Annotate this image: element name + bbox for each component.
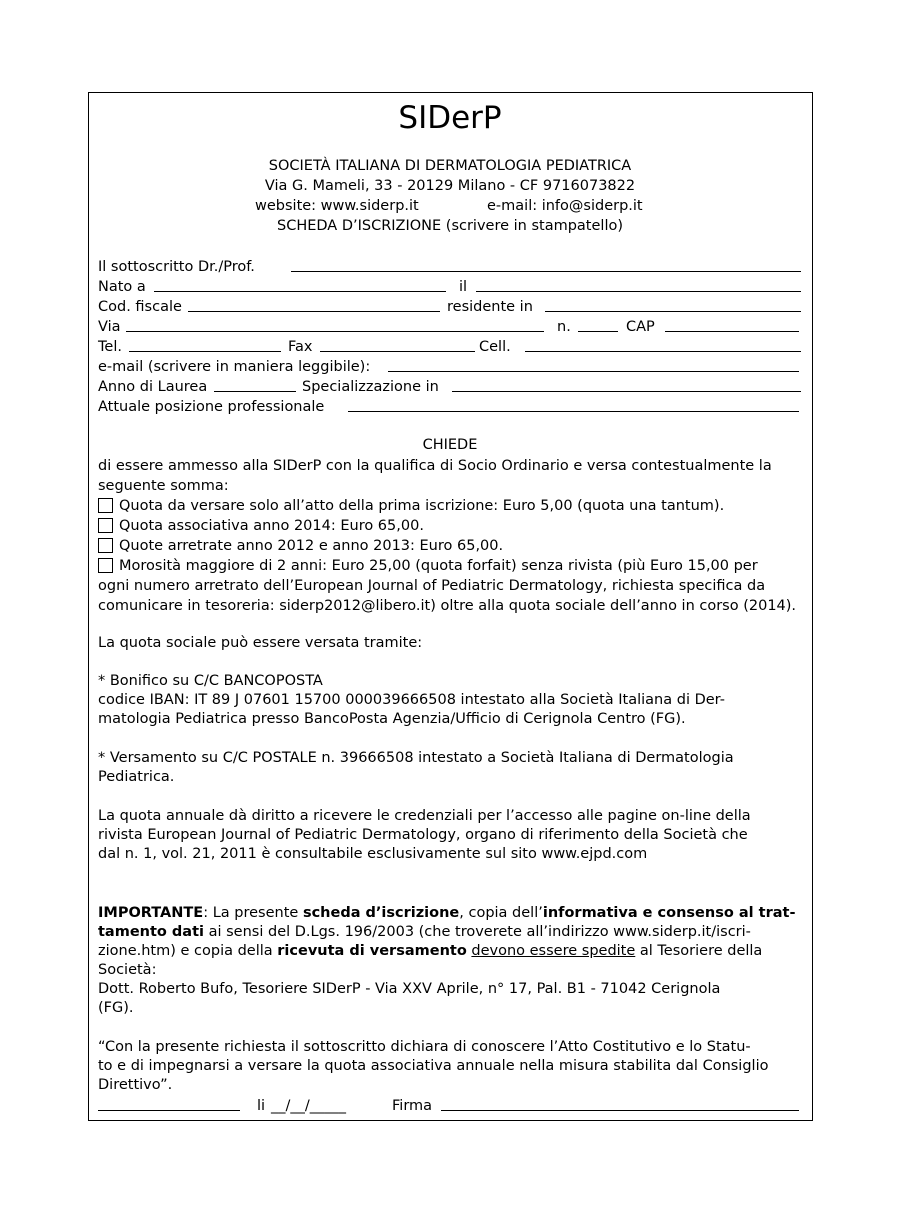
org-title: SIDerP: [398, 100, 502, 136]
important-line-5: Dott. Roberto Bufo, Tesoriere SIDerP - Via XXV Aprile, n° 17, Pal. B1 - 71042 Cerignola: [98, 981, 721, 997]
field-tel[interactable]: [129, 351, 281, 352]
annual-line-1: La quota annuale dà diritto a ricevere le credenziali per l’accesso alle pagine on-line della: [98, 808, 751, 824]
email-text: e-mail: info@siderp.it: [487, 198, 643, 214]
option-morosita-line-2: ogni numero arretrato dell’European Journal of Pediatric Dermatology, richiesta specifica da: [98, 578, 766, 594]
important-line-1: IMPORTANTE: La presente scheda d’iscrizione, copia dell’informativa e consenso al trat-: [98, 905, 796, 921]
field-anno-laurea[interactable]: [214, 391, 296, 392]
field-posizione[interactable]: [348, 411, 799, 412]
field-cod-fiscale[interactable]: [188, 311, 440, 312]
bonifico-title: * Bonifico su C/C BANCOPOSTA: [98, 673, 323, 689]
annual-line-2: rivista European Journal of Pediatric Dermatology, organo di riferimento della Società che: [98, 827, 748, 843]
field-via[interactable]: [126, 331, 544, 332]
option-morosita[interactable]: Morosità maggiore di 2 anni: Euro 25,00 (quota forfait) senza rivista (più Euro 15,00 per: [98, 556, 758, 576]
option-arrears[interactable]: Quote arretrate anno 2012 e anno 2013: Euro 65,00.: [98, 536, 503, 556]
label-firma: Firma: [392, 1098, 433, 1114]
checkbox[interactable]: [98, 518, 113, 533]
label-residente: residente in: [447, 299, 533, 315]
field-sottoscritto[interactable]: [291, 271, 801, 272]
field-fax[interactable]: [320, 351, 475, 352]
annual-line-3: dal n. 1, vol. 21, 2011 è consultabile esclusivamente sul sito www.ejpd.com: [98, 846, 648, 862]
important-line-6: (FG).: [98, 1000, 134, 1016]
label-anno-laurea: Anno di Laurea: [98, 379, 208, 395]
important-label: IMPORTANTE: [98, 905, 204, 921]
field-specializzazione[interactable]: [452, 391, 801, 392]
field-cap[interactable]: [665, 331, 799, 332]
request-intro-1: di essere ammesso alla SIDerP con la qualifica di Socio Ordinario e versa contestualmente la: [98, 458, 772, 474]
field-date[interactable]: __/__/_____: [271, 1098, 347, 1114]
label-specializzazione: Specializzazione in: [302, 379, 439, 395]
request-intro-2: seguente somma:: [98, 478, 229, 494]
important-line-4: Società:: [98, 962, 157, 978]
field-n[interactable]: [578, 331, 618, 332]
form-title: SCHEDA D’ISCRIZIONE (scrivere in stampatello): [276, 218, 623, 234]
field-il[interactable]: [476, 291, 801, 292]
label-il: il: [459, 279, 468, 295]
important-line-2: tamento dati ai sensi del D.Lgs. 196/2003 (che troverete all’indirizzo www.siderp.it/iscri-: [98, 924, 751, 940]
label-li: li: [257, 1098, 266, 1114]
checkbox[interactable]: [98, 558, 113, 573]
field-cell[interactable]: [525, 351, 801, 352]
declaration-line-2: to e di impegnarsi a versare la quota associativa annuale nella misura stabilita dal Consiglio: [98, 1058, 769, 1074]
payment-intro: La quota sociale può essere versata tramite:: [98, 635, 423, 651]
label-tel: Tel.: [98, 339, 122, 355]
field-residente[interactable]: [545, 311, 801, 312]
society-name: SOCIETÀ ITALIANA DI DERMATOLOGIA PEDIATRICA: [268, 158, 632, 174]
postale-line-1: * Versamento su C/C POSTALE n. 39666508 intestato a Società Italiana di Dermatologia: [98, 750, 734, 766]
bonifico-line-2: matologia Pediatrica presso BancoPosta Agenzia/Ufficio di Cerignola Centro (FG).: [98, 711, 686, 727]
label-nato: Nato a: [98, 279, 146, 295]
field-place[interactable]: [98, 1110, 240, 1111]
label-cell: Cell.: [479, 339, 511, 355]
field-nato[interactable]: [154, 291, 446, 292]
checkbox[interactable]: [98, 498, 113, 513]
label-cap: CAP: [626, 319, 655, 335]
website-text: website: www.siderp.it: [255, 198, 419, 214]
declaration-line-3: Direttivo”.: [98, 1077, 173, 1093]
field-signature[interactable]: [441, 1110, 799, 1111]
declaration-line-1: “Con la presente richiesta il sottoscritto dichiara di conoscere l’Atto Costitutivo e lo Statu-: [98, 1039, 751, 1055]
label-email: e-mail (scrivere in maniera leggibile):: [98, 359, 371, 375]
label-n: n.: [557, 319, 571, 335]
checkbox[interactable]: [98, 538, 113, 553]
field-email[interactable]: [388, 371, 799, 372]
label-posizione: Attuale posizione professionale: [98, 399, 325, 415]
label-via: Via: [98, 319, 121, 335]
label-sottoscritto: Il sottoscritto Dr./Prof.: [98, 259, 255, 275]
postale-line-2: Pediatrica.: [98, 769, 175, 785]
bonifico-line-1: codice IBAN: IT 89 J 07601 15700 000039666508 intestato alla Società Italiana di Der-: [98, 692, 725, 708]
society-address: Via G. Mameli, 33 - 20129 Milano - CF 9716073822: [264, 178, 636, 194]
option-annual-fee[interactable]: Quota associativa anno 2014: Euro 65,00.: [98, 516, 424, 536]
label-fax: Fax: [288, 339, 313, 355]
option-morosita-line-3: comunicare in tesoreria: siderp2012@libero.it) oltre alla quota sociale dell’anno in corso (2014).: [98, 598, 797, 614]
important-line-3: zione.htm) e copia della ricevuta di versamento devono essere spedite al Tesoriere della: [98, 943, 763, 959]
option-first-registration[interactable]: Quota da versare solo all’atto della prima iscrizione: Euro 5,00 (quota una tantum).: [98, 496, 724, 516]
chiede-heading: CHIEDE: [422, 437, 478, 453]
label-cod-fiscale: Cod. fiscale: [98, 299, 182, 315]
